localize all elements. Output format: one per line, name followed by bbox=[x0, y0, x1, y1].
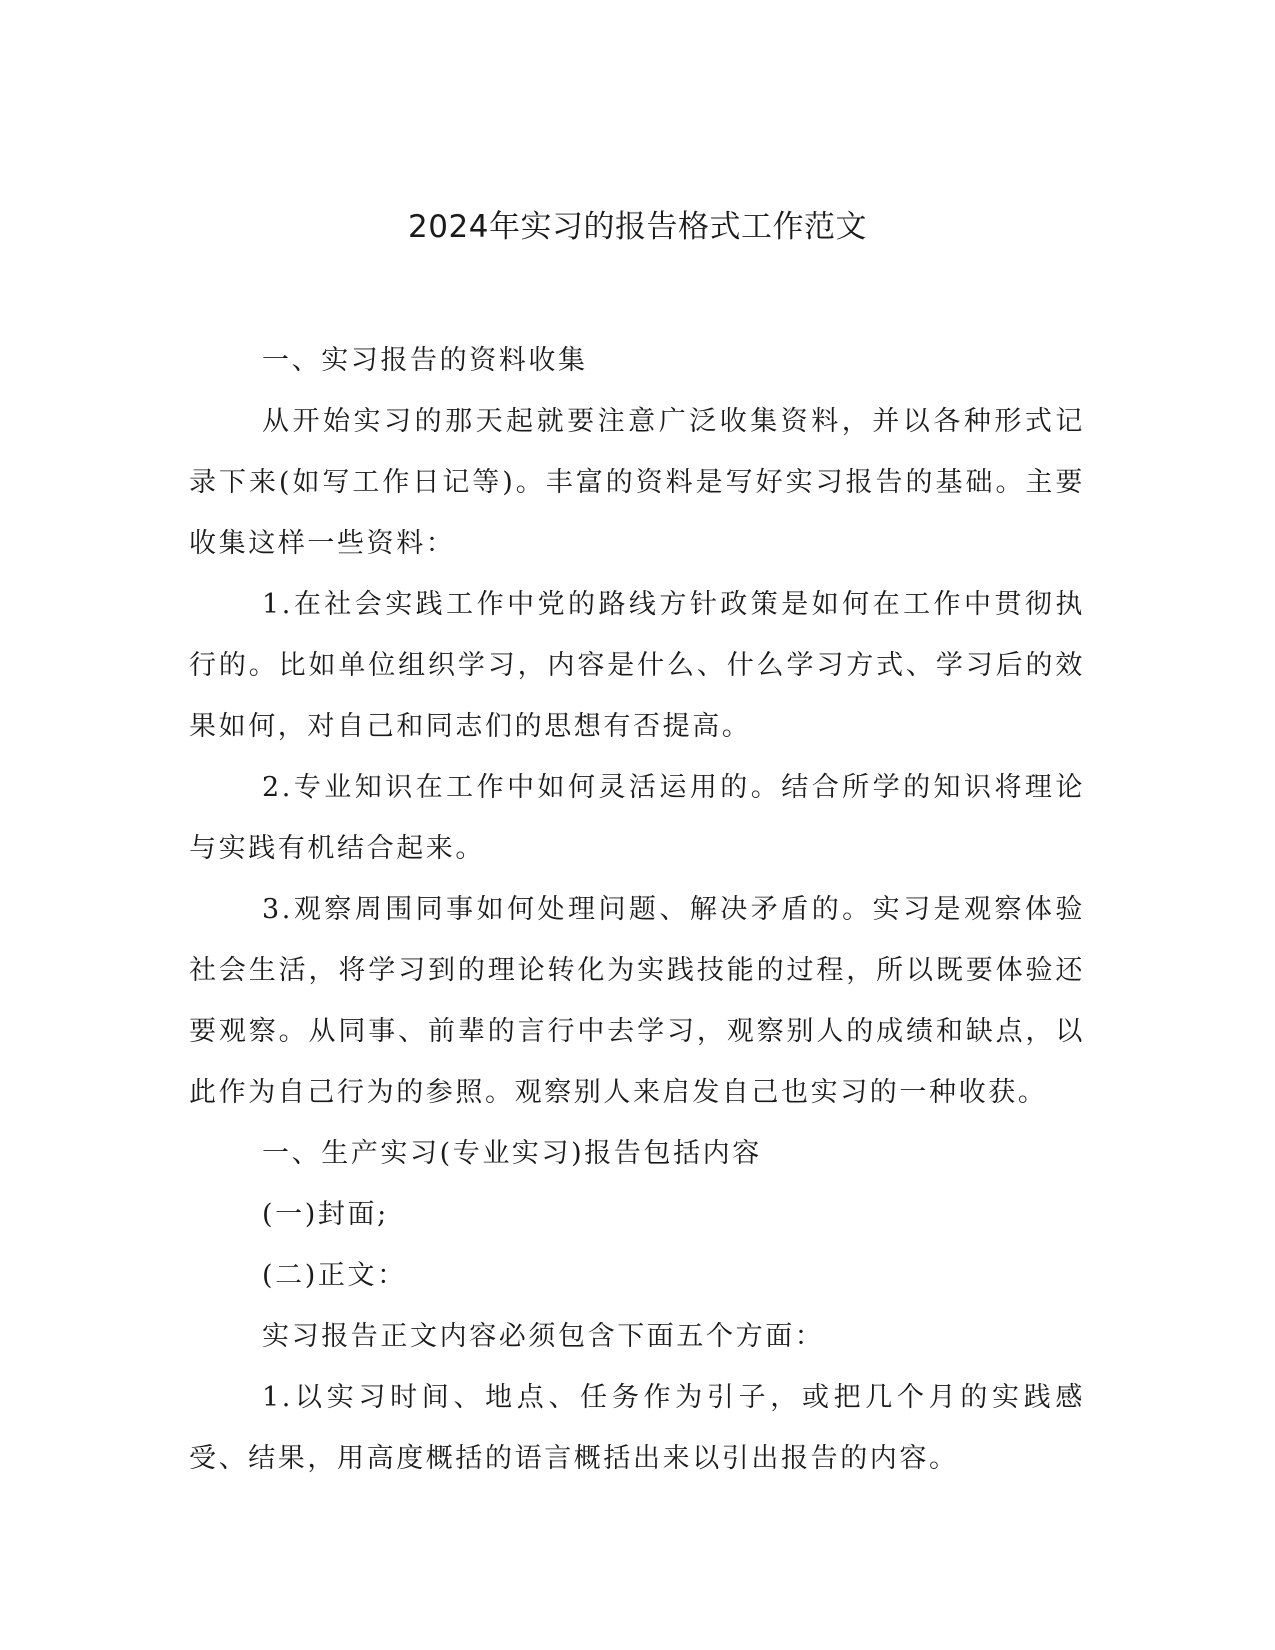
paragraph-five-aspects: 实习报告正文内容必须包含下面五个方面： bbox=[262, 1321, 825, 1352]
section-heading-data-collection: 一、实习报告的资料收集 bbox=[262, 345, 588, 376]
paragraph-item-3: 3.观察周围同事如何处理问题、解决矛盾的。实习是观察体验社会生活，将学习到的理论转化为实践技能的过程，所以既要体验还要观察。从同事、前辈的言行中去学习，观察别人的成绩和缺点，以此作为自己行为的参照。观察别人来启发自己也实习的一种收获。 bbox=[189, 894, 1085, 1108]
list-item-main-text: (二)正文： bbox=[262, 1260, 407, 1291]
list-item-cover: (一)封面; bbox=[262, 1199, 389, 1230]
section-heading-report-contents: 一、生产实习(专业实习)报告包括内容 bbox=[262, 1138, 762, 1169]
paragraph-item-1: 1.在社会实践工作中党的路线方针政策是如何在工作中贯彻执行的。比如单位组织学习，内容是什么、什么学习方式、学习后的效果如何，对自己和同志们的思想有否提高。 bbox=[189, 589, 1085, 742]
paragraph-intro: 从开始实习的那天起就要注意广泛收集资料，并以各种形式记录下来(如写工作日记等)。丰富的资料是写好实习报告的基础。主要收集这样一些资料： bbox=[189, 406, 1085, 559]
paragraph-item-2: 2.专业知识在工作中如何灵活运用的。结合所学的知识将理论与实践有机结合起来。 bbox=[189, 772, 1085, 864]
document-title: 2024年实习的报告格式工作范文 bbox=[408, 209, 867, 245]
paragraph-aspect-1: 1.以实习时间、地点、任务作为引子，或把几个月的实践感受、结果，用高度概括的语言概括出来以引出报告的内容。 bbox=[189, 1382, 1085, 1474]
document-body bbox=[189, 330, 1085, 1489]
